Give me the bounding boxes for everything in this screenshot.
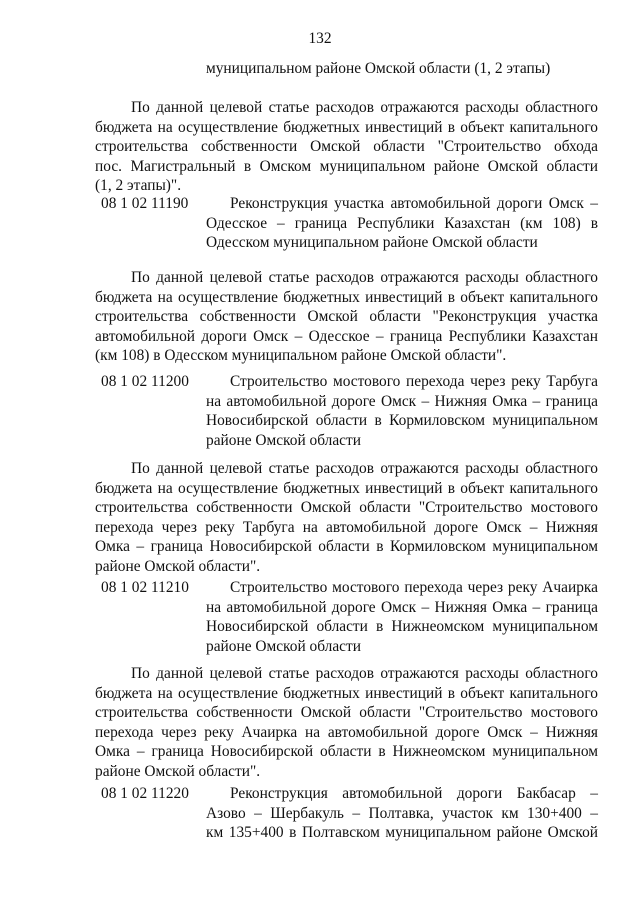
paragraph-line: строительства собственности Омской области "Строительство мостового: [95, 499, 598, 516]
entry-line: Одесском муниципальном районе Омской области: [206, 234, 538, 251]
entry-line: на автомобильной дороге Омск – Нижняя Омка – граница: [206, 598, 598, 616]
budget-code: 08 1 02 11190: [101, 195, 189, 212]
paragraph-line: автомобильной дороги Омск – Одесское – граница Республики Казахстан: [95, 327, 598, 345]
entry-title: [206, 372, 598, 450]
paragraph-line: бюджета на осуществление бюджетных инвестиций в объект капитального: [95, 118, 598, 136]
description-paragraph: [95, 459, 598, 576]
description-paragraph: [95, 268, 598, 366]
entry-line: Реконструкция участка автомобильной дороги Омск –: [230, 195, 598, 212]
entry-title: [206, 578, 598, 656]
entry-title: [206, 194, 598, 253]
entry-line: Азово – Шербакуль – Полтавка, участок км 130+400 –: [206, 804, 598, 822]
paragraph-line: Омка – граница Новосибирской области в Нижнеомском муниципальном: [95, 743, 598, 760]
budget-code: 08 1 02 11220: [101, 785, 189, 802]
description-paragraph: [95, 98, 598, 196]
entry-line: Строительство мостового перехода через реку Тарбуга: [230, 373, 598, 390]
entry-line: Новосибирской области в Нижнеомском муниципальном: [206, 618, 598, 635]
entry-line: Реконструкция автомобильной дороги Бакбасар –: [230, 785, 598, 802]
paragraph-line: бюджета на осуществление бюджетных инвестиций в объект капитального: [95, 479, 598, 497]
entry-title: [206, 784, 598, 843]
budget-code: 08 1 02 11210: [101, 579, 189, 596]
paragraph-line: пос. Магистральный в Омском муниципальном районе Омской области: [95, 157, 598, 175]
budget-code: 08 1 02 11200: [101, 373, 189, 390]
paragraph-line: бюджета на осуществление бюджетных инвестиций в объект капитального: [95, 288, 598, 306]
entry-line: на автомобильной дороге Омск – Нижняя Омка – граница: [206, 392, 598, 410]
paragraph-line: По данной целевой статье расходов отражаются расходы областного: [131, 665, 598, 682]
paragraph-line: строительства собственности Омской области "Реконструкция участка: [95, 308, 598, 325]
paragraph-line: По данной целевой статье расходов отражаются расходы областного: [131, 460, 598, 477]
paragraph-line: (км 108) в Одесском муниципальном районе Омской области".: [95, 347, 507, 364]
entry-line: районе Омской области: [206, 431, 361, 449]
paragraph-line: строительства собственности Омской области "Строительство обхода: [95, 138, 598, 155]
page-number: 132: [308, 30, 332, 47]
continuation-line: муниципальном районе Омской области (1, 2 этапы): [206, 60, 551, 77]
paragraph-line: По данной целевой статье расходов отражаются расходы областного: [131, 99, 598, 116]
paragraph-line: районе Омской области".: [95, 557, 261, 575]
paragraph-line: Омка – граница Новосибирской области в Кормиловском муниципальном: [95, 538, 598, 555]
entry-line: районе Омской области: [206, 637, 361, 655]
paragraph-line: районе Омской области".: [95, 762, 261, 780]
entry-line: км 135+400 в Полтавском муниципальном районе Омской: [206, 824, 598, 841]
paragraph-line: бюджета на осуществление бюджетных инвестиций в объект капитального: [95, 684, 598, 702]
entry-line: Новосибирской области в Кормиловском муниципальном: [206, 412, 598, 429]
paragraph-line: (1, 2 этапы)".: [95, 177, 182, 194]
description-paragraph: [95, 664, 598, 781]
paragraph-line: строительства собственности Омской области "Строительство мостового: [95, 704, 598, 721]
paragraph-line: По данной целевой статье расходов отражаются расходы областного: [131, 269, 598, 286]
paragraph-line: перехода через реку Тарбуга на автомобильной дороге Омск – Нижняя: [95, 518, 598, 536]
entry-line: Строительство мостового перехода через реку Ачаирка: [230, 579, 598, 596]
entry-line: Одесское – граница Республики Казахстан (км 108) в: [206, 214, 598, 232]
paragraph-line: перехода через реку Ачаирка на автомобильной дороге Омск – Нижняя: [95, 723, 598, 741]
